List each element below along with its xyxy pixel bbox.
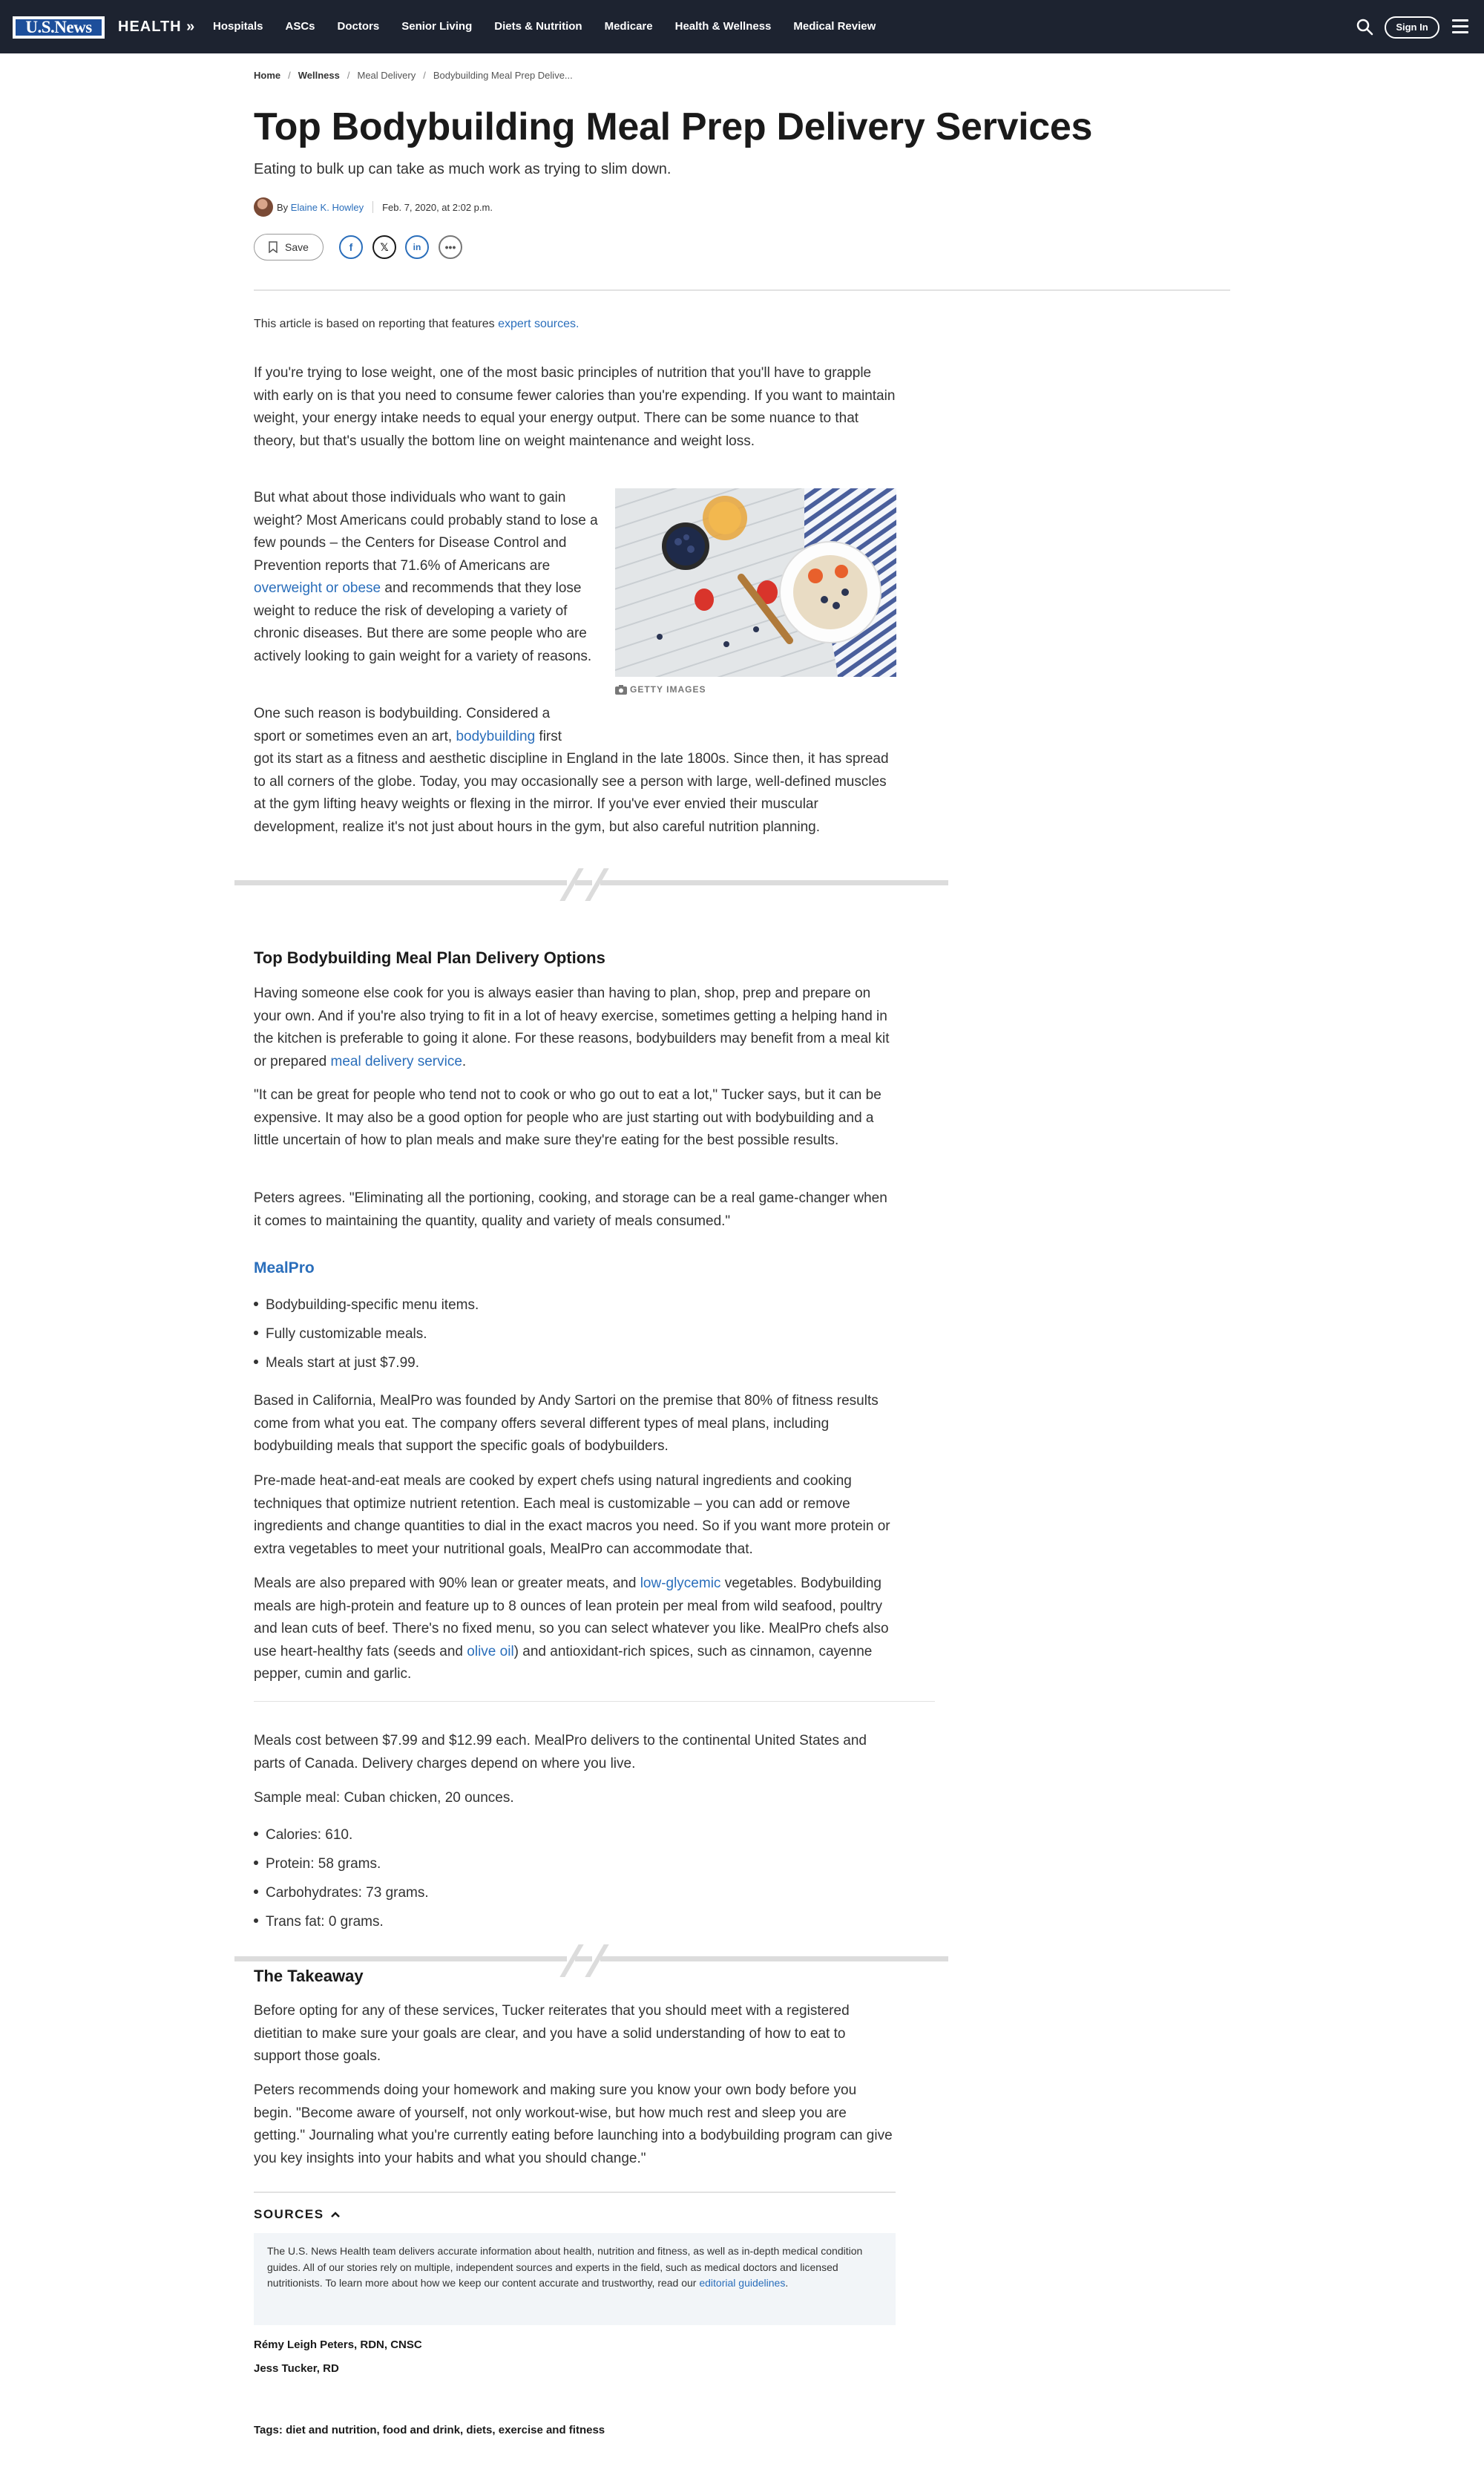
disclaimer-text: The U.S. News Health team delivers accurate information about health, nutrition and fitness, as well as in-depth medical condition guides. All of our stories rely on multiple, independent sources and experts in the field, such as medical doctors and licensed nutritionists. To learn more about how we keep our content accurate and trustworthy, read our bbox=[267, 2245, 863, 2289]
mealpro-paragraph-4: Meals cost between $7.99 and $12.99 each. MealPro delivers to the continental United States and parts of Canada. Delivery charges depend on where you live. bbox=[254, 1733, 867, 1771]
list-item: Bodybuilding-specific menu items. bbox=[254, 1294, 479, 1323]
page-title: Top Bodybuilding Meal Prep Delivery Services bbox=[254, 105, 1093, 148]
top-nav bbox=[0, 0, 1484, 53]
mealpro-paragraph-2: Pre-made heat-and-eat meals are cooked by expert chefs using natural ingredients and cooking techniques that optimize nutrient retention. Each meal is customizable – you can add or remove ingredients and change quantities to dial in the exact macros you need. So if you want more protein or extra vegetables to meet your nutritional goals, MealPro can accommodate that. bbox=[254, 1473, 890, 1557]
source-person: Rémy Leigh Peters, RDN, CNSC bbox=[254, 2338, 422, 2351]
nav-link-ascs[interactable]: ASCs bbox=[285, 20, 315, 33]
options-paragraph-3: Peters agrees. "Eliminating all the portioning, cooking, and storage can be a real game-changer when it comes to maintaining the quantity, quality and variety of meals consumed." bbox=[254, 1190, 887, 1229]
author-avatar bbox=[254, 197, 273, 217]
list-item: Calories: 610. bbox=[254, 1824, 429, 1853]
nav-links bbox=[213, 16, 898, 37]
intro-paragraph-3: got its start as a fitness and aesthetic discipline in England in the late 1800s. Since then, it has spread to all corners of the globe. Today, you may occasionally see a person with large, well-defined muscles at the gym lifting heavy weights or flexing in the mirror. If you've ever envied their muscular development, realize it's not just about hours in the gym, but also careful nutrition planning. bbox=[254, 751, 889, 835]
save-button[interactable] bbox=[254, 234, 324, 260]
publish-date: Feb. 7, 2020, at 2:02 p.m. bbox=[382, 201, 493, 213]
mealpro-p3-c: ) and antioxidant-rich spices, such as cinnamon, cayenne pepper, cumin and garlic. bbox=[254, 1643, 873, 1682]
mealpro-paragraph-1: Based in California, MealPro was founded by Andy Sartori on the premise that 80% of fitness results come from what you eat. The company offers several different types of meal plans, including bodybuilding meals that support the specific goals of bodybuilders. bbox=[254, 1393, 879, 1454]
x-share-icon[interactable]: 𝕏 bbox=[372, 235, 396, 259]
p3-line-2b: first bbox=[535, 728, 562, 744]
byline bbox=[254, 197, 493, 217]
bookmark-icon bbox=[269, 241, 278, 253]
mealpro-p3-a: Meals are also prepared with 90% lean or greater meats, and bbox=[254, 1576, 640, 1591]
image-credit bbox=[615, 684, 706, 695]
options-paragraph-2: "It can be great for people who tend not to cook or who go out to eat a lot," Tucker says, but it can be expensive. It may also be a good option for people who are just starting out with bodybuilding and a little uncertain of how to plan meals and make sure they're eating for the best possible results. bbox=[254, 1087, 881, 1148]
nav-section-health[interactable]: HEALTH » bbox=[118, 19, 196, 35]
olive-oil-link[interactable]: olive oil bbox=[467, 1643, 514, 1659]
list-item: Trans fat: 0 grams. bbox=[254, 1911, 429, 1940]
takeaway-heading: The Takeaway bbox=[254, 1967, 364, 1985]
p3-line-2: sport or sometimes even an art, bbox=[254, 728, 456, 744]
takeaway-paragraph-1: Before opting for any of these services, Tucker reiterates that you should meet with a registered dietitian to make sure your goals are clear, and you have a solid understanding of how to eat to support those goals. bbox=[254, 2003, 850, 2064]
sources-disclaimer bbox=[254, 2233, 896, 2325]
list-item: Fully customizable meals. bbox=[254, 1323, 479, 1352]
logo-text: U.S.News bbox=[16, 19, 102, 36]
overweight-obese-link[interactable]: overweight or obese bbox=[254, 580, 381, 596]
options-p1-end: . bbox=[462, 1053, 467, 1069]
sources-toggle[interactable] bbox=[254, 2207, 341, 2222]
food-photo bbox=[615, 488, 896, 677]
mealpro-p3-b: vegetables. Bodybuilding meals are high-protein and feature up to 8 ounces of lean protein per meal from wild seafood, poultry and lean cuts of beef. There's no fixed menu, so you can select whatever you like. MealPro chefs also use heart-healthy fats (seeds and bbox=[254, 1576, 889, 1659]
sample-meal: Sample meal: Cuban chicken, 20 ounces. bbox=[254, 1790, 514, 1806]
linkedin-share-icon[interactable]: in bbox=[405, 235, 429, 259]
section-divider bbox=[254, 1701, 935, 1702]
p2-text-b: and recommends that they lose weight to reduce the risk of developing a variety of chronic diseases. But there are some people who are actively looking to gain weight for a variety of reasons. bbox=[254, 580, 592, 664]
bodybuilding-link[interactable]: bodybuilding bbox=[456, 728, 536, 744]
list-item: Meals start at just $7.99. bbox=[254, 1352, 479, 1381]
breadcrumb-current: Bodybuilding Meal Prep Delive... bbox=[433, 70, 573, 81]
intro-paragraph-3-lines bbox=[254, 703, 603, 748]
image-credit-text: GETTY IMAGES bbox=[630, 684, 706, 695]
facebook-share-icon[interactable]: f bbox=[339, 235, 363, 259]
nav-link-medicare[interactable]: Medicare bbox=[604, 20, 653, 33]
article-tags bbox=[254, 2424, 605, 2436]
options-heading: Top Bodybuilding Meal Plan Delivery Options bbox=[254, 948, 605, 967]
disclaimer-end: . bbox=[785, 2277, 789, 2289]
nav-link-diets-nutrition[interactable]: Diets & Nutrition bbox=[494, 20, 582, 33]
more-share-icon[interactable]: ••• bbox=[439, 235, 462, 259]
sources-label: SOURCES bbox=[254, 2207, 324, 2221]
chevron-up-icon bbox=[330, 2211, 341, 2218]
meal-delivery-service-link[interactable]: meal delivery service bbox=[330, 1053, 462, 1069]
mealpro-paragraph-3 bbox=[254, 1573, 896, 1686]
p2-text-a: But what about those individuals who want to gain weight? Most Americans could probably stand to lose a few pounds – the Centers for Disease Control and Prevention reports that 71.6% of Americans are bbox=[254, 490, 598, 574]
breadcrumb: Home / Wellness / Meal Delivery / Bodybuilding Meal Prep Delive... bbox=[254, 70, 573, 81]
expert-sources-link[interactable]: expert sources. bbox=[498, 318, 580, 330]
list-item: Protein: 58 grams. bbox=[254, 1853, 429, 1882]
sources-divider bbox=[254, 2192, 896, 2193]
usnews-logo[interactable] bbox=[13, 16, 105, 39]
nav-link-doctors[interactable]: Doctors bbox=[337, 20, 380, 33]
mealpro-heading-link[interactable]: MealPro bbox=[254, 1259, 315, 1276]
low-glycemic-link[interactable]: low-glycemic bbox=[640, 1576, 721, 1591]
tags-list[interactable]: diet and nutrition, food and drink, diets, exercise and fitness bbox=[286, 2424, 605, 2436]
search-icon[interactable] bbox=[1356, 18, 1373, 36]
nav-link-medical-review[interactable]: Medical Review bbox=[793, 20, 876, 33]
breadcrumb-home[interactable]: Home bbox=[254, 70, 281, 81]
nutrition-list bbox=[254, 1824, 429, 1940]
list-item: Carbohydrates: 73 grams. bbox=[254, 1882, 429, 1911]
header-divider bbox=[254, 289, 1230, 291]
save-label: Save bbox=[285, 241, 309, 253]
note-text: This article is based on reporting that features bbox=[254, 318, 499, 330]
camera-icon bbox=[615, 685, 627, 695]
byline-by: By bbox=[277, 201, 289, 213]
tags-label: Tags: bbox=[254, 2424, 283, 2436]
options-paragraph-1 bbox=[254, 983, 896, 1073]
article-subtitle: Eating to bulk up can take as much work as trying to slim down. bbox=[254, 161, 672, 177]
breadcrumb-meal-delivery[interactable]: Meal Delivery bbox=[357, 70, 416, 81]
hamburger-menu-icon[interactable] bbox=[1452, 19, 1468, 34]
sign-in-button[interactable]: Sign In bbox=[1385, 16, 1439, 39]
expert-sources-note bbox=[254, 318, 579, 331]
source-person: Jess Tucker, RD bbox=[254, 2362, 339, 2375]
nav-link-senior-living[interactable]: Senior Living bbox=[401, 20, 473, 33]
options-p1-text: Having someone else cook for you is always easier than having to plan, shop, prep and prepare on your own. And if you're also trying to fit in a lot of heavy exercise, sometimes getting a helping hand in the kitchen is preferable to going it alone. For these reasons, bodybuilders may benefit from a meal kit or prepared bbox=[254, 986, 890, 1069]
intro-paragraph-2 bbox=[254, 487, 603, 668]
mealpro-highlights bbox=[254, 1294, 479, 1381]
takeaway-paragraph-2: Peters recommends doing your homework and making sure you know your own body before you begin. "Become aware of yourself, not only workout-wise, but how much rest and sleep you are getting." Journaling what you're currently eating before launching into a bodybuilding program can give you key insights into your habits and what you should change." bbox=[254, 2082, 893, 2166]
intro-paragraph-1: If you're trying to lose weight, one of the most basic principles of nutrition that you'll have to grapple with early on is that you need to consume fewer calories than you're expending. If you want to maintain weight, your energy intake needs to equal your energy output. There can be some nuance to that theory, but that's usually the bottom line on weight maintenance and weight loss. bbox=[254, 365, 896, 449]
nav-link-health-wellness[interactable]: Health & Wellness bbox=[674, 20, 772, 33]
editorial-guidelines-link[interactable]: editorial guidelines bbox=[699, 2277, 786, 2289]
nav-link-hospitals[interactable]: Hospitals bbox=[213, 20, 263, 33]
p3-line-1: One such reason is bodybuilding. Considered a bbox=[254, 706, 551, 721]
author-link[interactable]: Elaine K. Howley bbox=[290, 201, 364, 213]
breadcrumb-wellness[interactable]: Wellness bbox=[298, 70, 340, 81]
content-break bbox=[234, 865, 948, 898]
